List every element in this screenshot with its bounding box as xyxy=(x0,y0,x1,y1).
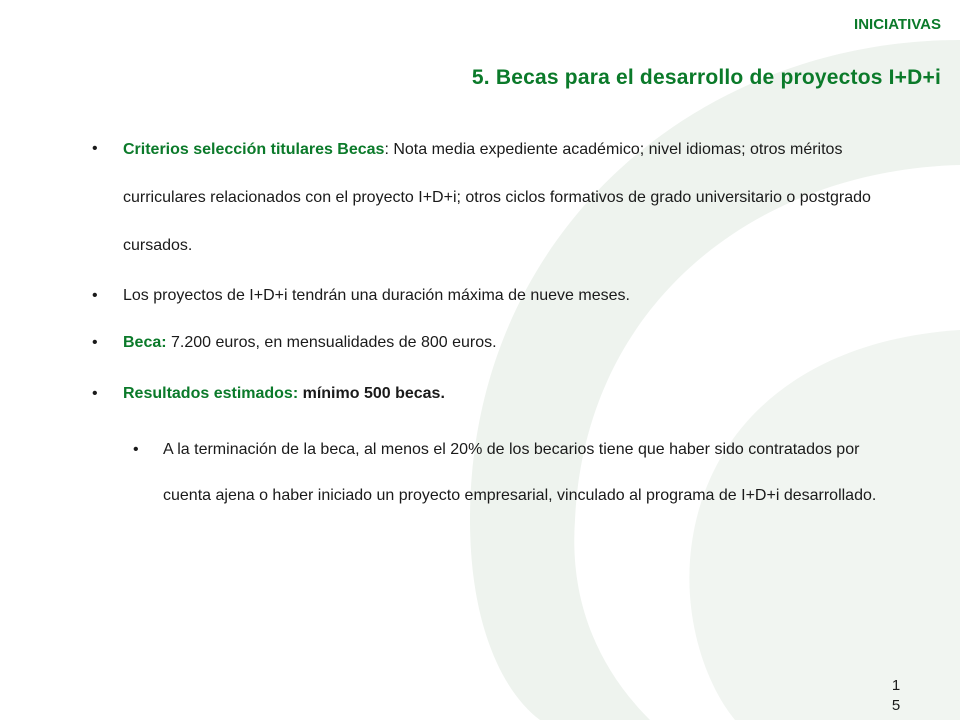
bullet-label: Criterios selección titulares Becas xyxy=(123,141,385,158)
bullet-dot: • xyxy=(92,385,98,402)
bullet-dot: • xyxy=(92,334,98,351)
section-label: INICIATIVAS xyxy=(854,16,941,33)
bullet-strong: mínimo 500 becas. xyxy=(298,385,445,402)
bullet-label: Beca: xyxy=(123,334,167,351)
bullet-criterios xyxy=(92,140,912,270)
page-number-digit: 5 xyxy=(891,697,901,714)
bullet-dot: • xyxy=(133,441,139,458)
page-title: 5. Becas para el desarrollo de proyectos I+D+i xyxy=(471,66,941,89)
sub-bullet-terminacion xyxy=(133,441,893,519)
bullet-dot: • xyxy=(92,287,98,304)
bullet-beca xyxy=(92,334,912,352)
bullet-duracion xyxy=(92,287,912,305)
bullet-text xyxy=(123,334,912,352)
bullet-resultados xyxy=(92,385,912,403)
page-number-digit: 1 xyxy=(891,677,901,694)
bullet-dot: • xyxy=(92,140,98,157)
bullet-label: Resultados estimados: xyxy=(123,385,299,402)
bullet-body: Los proyectos de I+D+i tendrán una duración máxima de nueve meses. xyxy=(123,287,630,304)
bullet-text xyxy=(123,385,912,403)
page-number xyxy=(889,676,903,716)
bullet-body: 7.200 euros, en mensualidades de 800 euros. xyxy=(166,334,497,351)
bullet-text xyxy=(123,126,912,270)
sub-bullet-body: A la terminación de la beca, al menos el 20% de los becarios tiene que haber sido contratados por cuenta ajena o haber iniciado un proyecto empresarial, vinculado al programa de I+D+i desarrollado. xyxy=(163,441,877,504)
bullet-body: : Nota media expediente académico; nivel idiomas; otros méritos curriculares relacionados con el proyecto I+D+i; otros ciclos formativos de grado universitario o postgrado cursados. xyxy=(123,141,871,254)
